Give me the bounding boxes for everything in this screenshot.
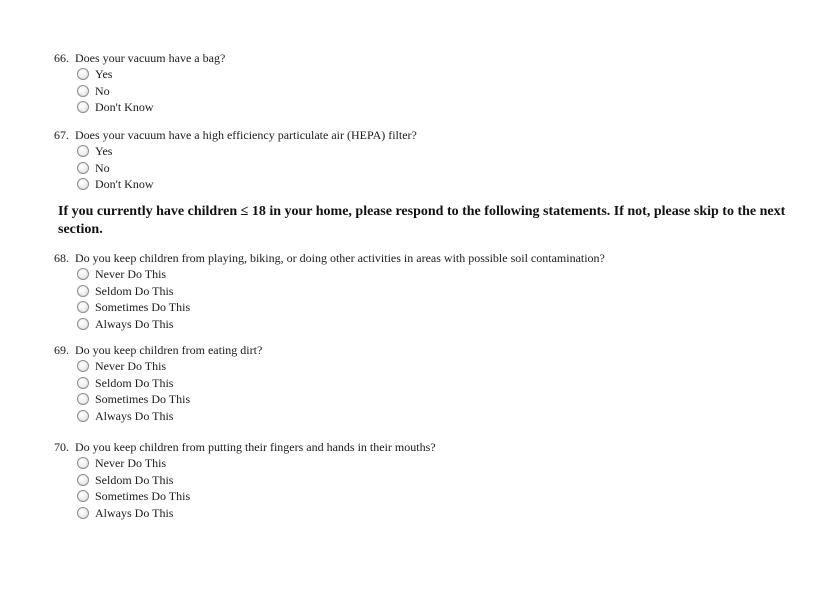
radio-button[interactable] — [77, 162, 89, 174]
question-number: 70. — [54, 440, 69, 454]
question-text: Do you keep children from putting their fingers and hands in their mouths? — [75, 440, 436, 454]
radio-button[interactable] — [77, 377, 89, 389]
option-no[interactable] — [77, 83, 794, 100]
option-seldom[interactable] — [77, 375, 794, 392]
option-label: Never Do This — [95, 456, 167, 471]
option-sometimes[interactable] — [77, 391, 794, 408]
radio-button[interactable] — [77, 285, 89, 297]
radio-button[interactable] — [77, 410, 89, 422]
question-text: Does your vacuum have a high efficiency particulate air (HEPA) filter? — [75, 128, 417, 142]
option-no[interactable] — [77, 160, 794, 177]
option-label: Sometimes Do This — [95, 300, 191, 315]
option-sometimes[interactable] — [77, 488, 794, 505]
radio-button[interactable] — [77, 318, 89, 330]
option-sometimes[interactable] — [77, 299, 794, 316]
option-never[interactable] — [77, 266, 794, 283]
option-label: Sometimes Do This — [95, 392, 191, 407]
option-seldom[interactable] — [77, 283, 794, 300]
option-label: Seldom Do This — [95, 375, 174, 390]
radio-button[interactable] — [77, 474, 89, 486]
option-always[interactable] — [77, 408, 794, 425]
option-yes[interactable] — [77, 66, 794, 83]
radio-button[interactable] — [77, 393, 89, 405]
option-dont-know[interactable] — [77, 99, 794, 116]
option-label: Never Do This — [95, 359, 167, 374]
option-label: No — [95, 83, 110, 98]
radio-button[interactable] — [77, 457, 89, 469]
option-label: Never Do This — [95, 267, 167, 282]
radio-button[interactable] — [77, 145, 89, 157]
option-always[interactable] — [77, 316, 794, 333]
option-label: Yes — [95, 144, 113, 159]
section-notice: If you currently have children ≤ 18 in your home, please respond to the following statements. If not, please skip to the next section. — [58, 204, 786, 237]
question-number: 67. — [54, 128, 69, 142]
option-label: No — [95, 160, 110, 175]
option-always[interactable] — [77, 505, 794, 522]
question-68 — [54, 250, 794, 332]
radio-button[interactable] — [77, 360, 89, 372]
question-text: Do you keep children from playing, biking, or doing other activities in areas with possible soil contamination? — [75, 251, 605, 265]
question-number: 69. — [54, 343, 69, 357]
question-66 — [54, 50, 794, 116]
question-number: 68. — [54, 251, 69, 265]
option-never[interactable] — [77, 358, 794, 375]
radio-button[interactable] — [77, 507, 89, 519]
option-never[interactable] — [77, 455, 794, 472]
radio-button[interactable] — [77, 68, 89, 80]
radio-button[interactable] — [77, 85, 89, 97]
radio-button[interactable] — [77, 490, 89, 502]
option-label: Always Do This — [95, 408, 174, 423]
radio-button[interactable] — [77, 268, 89, 280]
option-label: Don't Know — [95, 177, 154, 192]
option-label: Seldom Do This — [95, 283, 174, 298]
option-seldom[interactable] — [77, 472, 794, 489]
radio-button[interactable] — [77, 178, 89, 190]
option-label: Seldom Do This — [95, 472, 174, 487]
question-text: Do you keep children from eating dirt? — [75, 343, 263, 357]
option-label: Sometimes Do This — [95, 489, 191, 504]
option-label: Always Do This — [95, 505, 174, 520]
question-67 — [54, 127, 794, 193]
option-label: Don't Know — [95, 100, 154, 115]
option-label: Always Do This — [95, 316, 174, 331]
option-dont-know[interactable] — [77, 176, 794, 193]
radio-button[interactable] — [77, 101, 89, 113]
question-69 — [54, 342, 794, 424]
radio-button[interactable] — [77, 301, 89, 313]
question-text: Does your vacuum have a bag? — [75, 51, 226, 65]
option-yes[interactable] — [77, 143, 794, 160]
question-70 — [54, 439, 794, 521]
option-label: Yes — [95, 67, 113, 82]
question-number: 66. — [54, 51, 69, 65]
